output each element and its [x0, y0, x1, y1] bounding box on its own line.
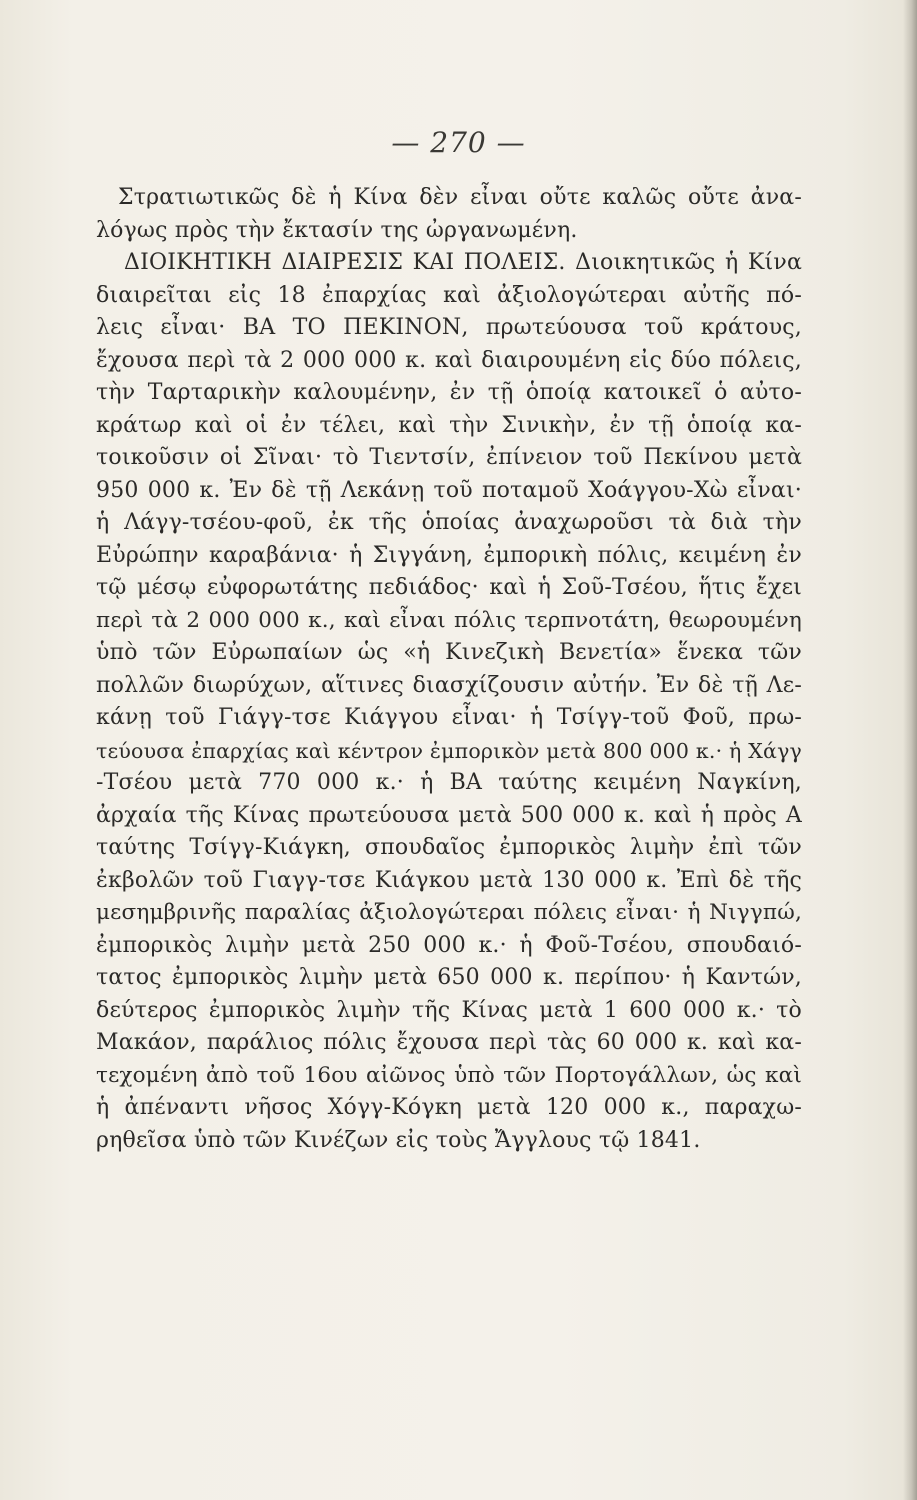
- text-line-7: τὴν Ταρταρικὴν καλουμένην, ἐν τῇ ὁποίᾳ κατοικεῖ ὁ αὐτο-: [96, 380, 802, 405]
- text-line-15: ὑπὸ τῶν Εὐρωπαίων ὡς «ἡ Κινεζικὴ Βενετία» ἕνεκα τῶν: [96, 640, 802, 665]
- text-line-20: ἀρχαία τῆς Κίνας πρωτεύουσα μετὰ 500 000 κ. καὶ ἡ πρὸς Α: [96, 802, 802, 828]
- text-line-14: περὶ τὰ 2 000 000 κ., καὶ εἶναι πόλις τερπνοτάτη, θεωρουμένη: [96, 607, 802, 633]
- text-line-12: Εὐρώπην καραβάνια· ἡ Σιγγάνη, ἐμπορικὴ πόλις, κειμένη ἐν: [96, 542, 802, 568]
- text-line-6: ἔχουσα περὶ τὰ 2 000 000 κ. καὶ διαιρουμένη εἰς δύο πόλεις,: [96, 347, 802, 373]
- text-line-1: Στρατιωτικῶς δὲ ἡ Κίνα δὲν εἶναι οὔτε καλῶς οὔτε ἀνα-: [118, 185, 802, 210]
- text-line-11: ἡ Λάγγ-τσέου-φοῦ, ἐκ τῆς ὁποίας ἀναχωροῦσι τὰ διὰ τὴν: [96, 510, 802, 535]
- body-text: [96, 182, 802, 1157]
- text-line-21: ταύτης Τσίγγ-Κιάγκη, σπουδαῖος ἐμπορικὸς λιμὴν ἐπὶ τῶν: [96, 835, 802, 860]
- text-line-2: λόγως πρὸς τὴν ἔκτασίν της ὠργανωμένη.: [96, 217, 578, 243]
- text-line-18: τεύουσα ἐπαρχίας καὶ κέντρον ἐμπορικὸν μετὰ 800 000 κ.· ἡ Χάγγ: [96, 738, 802, 763]
- text-line-5: λεις εἶναι· ΒΑ ΤΟ ΠΕΚΙΝΟΝ, πρωτεύουσα τοῦ κράτους,: [96, 315, 802, 340]
- text-line-23: μεσημβρινῆς παραλίας ἀξιολογώτεραι πόλεις εἶναι· ἡ Νιγγπώ,: [96, 900, 802, 925]
- text-line-13: τῷ μέσῳ εὐφορωτάτης πεδιάδος· καὶ ἡ Σοῦ-Τσέου, ἥτις ἔχει: [96, 575, 802, 600]
- text-line-9: τοικοῦσιν οἱ Σῖναι· τὸ Τιεντσίν, ἐπίνειον τοῦ Πεκίνου μετὰ: [96, 445, 802, 470]
- section-heading-line: ΔΙΟΙΚΗΤΙΚΗ ΔΙΑΙΡΕΣΙΣ ΚΑΙ ΠΟΛΕΙΣ. Διοικητικῶς ἡ Κίνα: [124, 250, 802, 275]
- text-line-19: -Τσέου μετὰ 770 000 κ.· ἡ ΒΑ ταύτης κειμένη Ναγκίνη,: [96, 770, 802, 795]
- text-line-17: κάνῃ τοῦ Γιάγγ-τσε Κιάγγου εἶναι· ἡ Τσίγγ-τοῦ Φοῦ, πρω-: [96, 705, 802, 730]
- text-line-10: 950 000 κ. Ἐν δὲ τῇ Λεκάνῃ τοῦ ποταμοῦ Χοάγγου-Χὼ εἶναι·: [96, 477, 802, 503]
- text-line-16: πολλῶν διωρύχων, αἵτινες διασχίζουσιν αὐτήν. Ἐν δὲ τῇ Λε-: [96, 672, 802, 698]
- text-line-27: Μακάον, παράλιος πόλις ἔχουσα περὶ τὰς 60 000 κ. καὶ κα-: [96, 1030, 802, 1055]
- text-line-24: ἐμπορικὸς λιμὴν μετὰ 250 000 κ.· ἡ Φοῦ-Τσέου, σπουδαιό-: [96, 932, 802, 958]
- text-line-30: ρηθεῖσα ὑπὸ τῶν Κινέζων εἰς τοὺς Ἄγγλους τῷ 1841.: [96, 1127, 701, 1153]
- text-line-4: διαιρεῖται εἰς 18 ἐπαρχίας καὶ ἀξιολογώτεραι αὐτῆς πό-: [96, 282, 802, 308]
- page-number: — 270 —: [391, 126, 526, 159]
- page-edge-shadow: [903, 0, 917, 1500]
- text-line-22: ἐκβολῶν τοῦ Γιαγγ-τσε Κιάγκου μετὰ 130 000 κ. Ἐπὶ δὲ τῆς: [96, 867, 802, 893]
- text-line-8: κράτωρ καὶ οἱ ἐν τέλει, καὶ τὴν Σινικὴν, ἐν τῇ ὁποίᾳ κα-: [96, 412, 802, 438]
- text-line-25: τατος ἐμπορικὸς λιμὴν μετὰ 650 000 κ. περίπου· ἡ Καντών,: [96, 965, 802, 990]
- text-line-28: τεχομένη ἀπὸ τοῦ 16ου αἰῶνος ὑπὸ τῶν Πορτογάλλων, ὡς καὶ: [96, 1062, 802, 1088]
- text-line-26: δεύτερος ἐμπορικὸς λιμὴν τῆς Κίνας μετὰ 1 600 000 κ.· τὸ: [96, 997, 802, 1023]
- text-line-29: ἡ ἀπέναντι νῆσος Χόγγ-Κόγκη μετὰ 120 000 κ., παραχω-: [96, 1095, 802, 1120]
